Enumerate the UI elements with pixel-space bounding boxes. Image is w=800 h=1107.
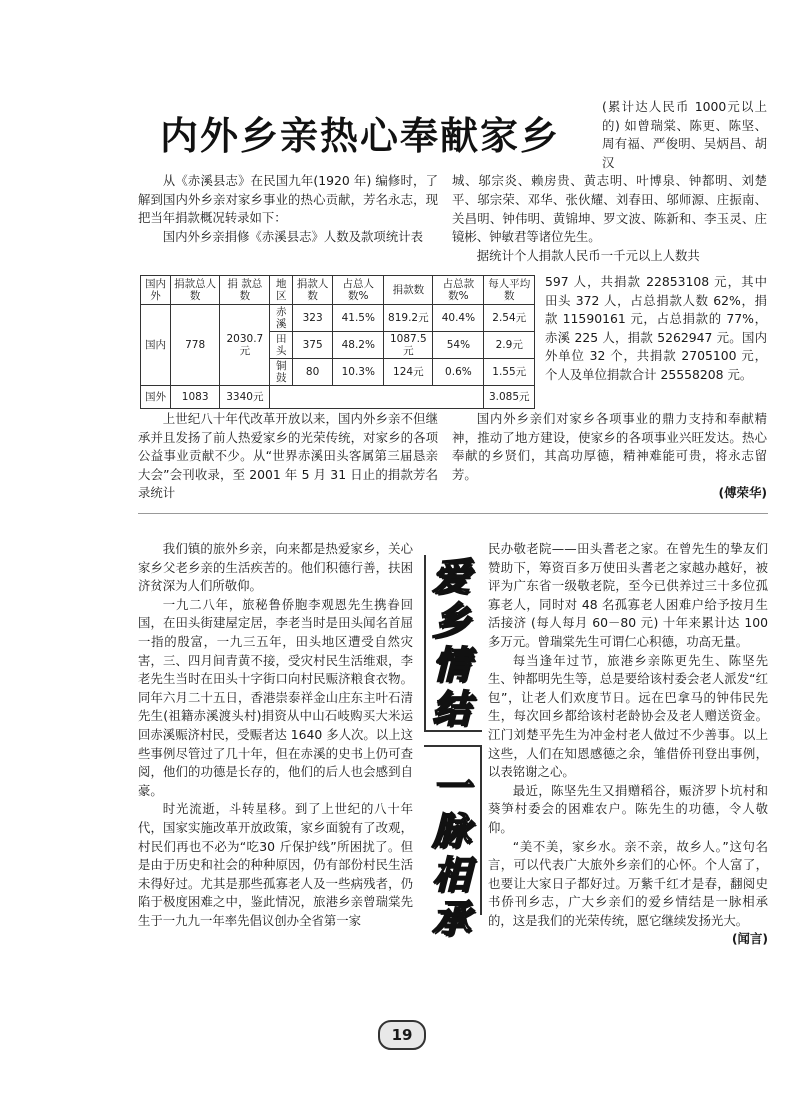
article2-paragraph: “美不美，家乡水。亲不亲，故乡人。”这句名言，可以代表广大旅外乡亲们的心怀。个人富了，也要让大家日子都好过。万紫千红才是春，翻阅史书侨刊乡志，广大乡亲们的爱乡情结是一脉相承的，这是我们的光荣传统，愿它继续发扬光大。 xyxy=(488,838,768,928)
article1-title: 内外乡亲热心奉献家乡 xyxy=(160,113,561,158)
table-cell: 田头 xyxy=(270,332,293,359)
table-cell: 48.2% xyxy=(333,332,384,359)
table-cell: 1083 xyxy=(170,386,219,409)
table-header: 捐款人数 xyxy=(293,276,333,305)
table-header: 占总人数% xyxy=(333,276,384,305)
article1-right-top xyxy=(452,98,767,265)
article1-author: (傅荣华) xyxy=(718,485,767,501)
article2-paragraph: 每当逢年过节，旅港乡亲陈更先生、陈坚先生、钟都明先生等，总是要给该村委会老人派发“红包”，让老人们欢度节日。远在巴拿马的钟伟民先生，每次回乡都给该村老龄协会及老人赠送资金。江门刘楚平先生为冲金村老人做过不少善事。以上这些，人们在知恩感德之余，雏借侨刊登出事例，以表铭谢之心。 xyxy=(488,652,768,780)
table-cell: 375 xyxy=(293,332,333,359)
table-cell: 2.54元 xyxy=(484,305,535,332)
table-row xyxy=(141,305,535,332)
article1-bottom-left xyxy=(138,410,438,503)
table-header: 捐款数 xyxy=(384,276,433,305)
table-cell: 国外 xyxy=(141,386,171,409)
table-cell: 323 xyxy=(293,305,333,332)
table-header: 国内外 xyxy=(141,276,171,305)
page-number: 19 xyxy=(378,1020,426,1050)
table-cell: 赤溪 xyxy=(270,305,293,332)
article1-paragraph: 上世纪八十年代改革开放以来，国内外乡亲不但继承并且发扬了前人热爱家乡的光荣传统，对家乡的各项公益事业贡献不少。从“世界赤溪田头客属第三届恳亲大会”会刊收录，至 2001 年 5 月 31 日止的捐款芳名录统计 xyxy=(138,411,438,501)
donation-table xyxy=(140,275,535,409)
table-cell: 国内 xyxy=(141,305,171,386)
title-char: 一 xyxy=(431,764,470,809)
table-cell: 54% xyxy=(433,332,484,359)
title-char: 承 xyxy=(431,896,470,941)
article2-paragraph: 最近，陈坚先生又捐赠稻谷，赈济罗卜坑村和葵笋村委会的困难农户。陈先生的功德，令人敬仰。 xyxy=(488,782,768,835)
article1-bottom-right xyxy=(452,410,767,503)
article1-paragraph: 597 人，共捐款 22853108 元，其中田头 372 人，占总捐款人数 62%，捐款 11590161 元，占总捐款的 77%，赤溪 225 人，捐款 5262947 元。国内外单位 32 个，共捐款 2705100 元，个人及单位捐款合计 25558208 元。 xyxy=(545,274,767,382)
title-frame-line xyxy=(424,745,482,747)
table-cell: 3340元 xyxy=(220,386,270,409)
article2-paragraph: 我们镇的旅外乡亲，向来都是热爱家乡，关心家乡父老乡亲的生活疾苦的。他们积德行善，扶困济贫深为人们所敬仰。 xyxy=(138,541,413,594)
title-char: 乡 xyxy=(431,598,470,643)
table-cell: 778 xyxy=(170,305,219,386)
article2-paragraph: 一九二八年，旅秘鲁侨胞李观恩先生携眷回国，在田头街建屋定居，李老当时是田头闻名首屈一指的殷富，一九三五年，田头地区遭受自然灾害，三、四月间青黄不接，受灾村民生活维艰，李老先生当时在田头十字街口向村民赈济粮食衣物。同年六月二十五日，香港崇泰祥金山庄东主叶石清先生(祖籍赤溪渡头村)捐资从中山石岐购买大米运回赤溪赈济村民，受赈者达 1640 多人次。以上这些事例尽管过了几十年，但在赤溪的史书上仍可查阅，他们的功德是长存的，他们的后人也会感到自豪。 xyxy=(138,596,413,798)
table-cell: 10.3% xyxy=(333,359,384,386)
title-char: 脉 xyxy=(431,808,470,853)
article1-statistics xyxy=(545,273,767,385)
article1-paragraph: 城、邬宗炎、赖房贵、黄志明、叶博泉、钟都明、刘楚平、邬宗荣、邓华、张伙耀、刘春田、邬师源、庄振南、关昌明、钟伟明、黄锦坤、罗文波、陈新和、李玉灵、庄镜彬、钟敏君等诸位先生。 xyxy=(452,173,767,245)
article2-right-column xyxy=(488,540,768,949)
table-cell: 41.5% xyxy=(333,305,384,332)
article1-paragraph: 据统计个人捐款人民币一千元以上人数共 xyxy=(476,247,700,263)
article1-paragraph: 从《赤溪县志》在民国九年(1920 年) 编修时，了解到国内外乡亲对家乡事业的热心贡献，芳名永志，现把当年捐款概况转录如下： xyxy=(138,173,438,226)
section-divider xyxy=(138,513,768,514)
table-cell: 2.9元 xyxy=(484,332,535,359)
article2-paragraph: 民办敬老院——田头耆老之家。在曾先生的挚友们赞助下，筹资百多万使田头耆老之家越办越好，被评为广东省一级敬老院，至今已供养过三十多位孤寡老人，同时对 48 名孤寡老人困难户给予按月生活接济 (每人每月 60－80 元) 十年来累计达 100 多万元。曾瑞棠先生可谓仁心积德，功高无量。 xyxy=(488,541,768,649)
article2-author: (闻言) xyxy=(731,931,768,947)
article2-vertical-title xyxy=(420,554,482,941)
title-char: 结 xyxy=(431,686,470,731)
table-cell: 3.085元 xyxy=(484,386,535,409)
article2-left-column xyxy=(138,540,413,930)
table-cell: 2030.7元 xyxy=(220,305,270,386)
table-cell: 819.2元 xyxy=(384,305,433,332)
table-caption: 国内外乡亲捐修《赤溪县志》人数及款项统计表 xyxy=(162,228,423,244)
table-cell: 124元 xyxy=(384,359,433,386)
table-cell: 40.4% xyxy=(433,305,484,332)
table-cell: 铜鼓 xyxy=(270,359,293,386)
article1-paragraph: (累计达人民币 1000元以上的) 如曾瑞棠、陈更、陈坚、周有福、严俊明、吴炳昌、胡汉 xyxy=(602,99,767,170)
table-header: 每人平均数 xyxy=(484,276,535,305)
table-cell: 1.55元 xyxy=(484,359,535,386)
article1-paragraph: 国内外乡亲们对家乡各项事业的鼎力支持和奉献精神，推动了地方建设，使家乡的各项事业兴旺发达。热心奉献的乡贤们，其高功厚德，精神难能可贵，将永志留芳。 xyxy=(452,411,767,482)
table-cell xyxy=(270,386,484,409)
article2-title-part2 xyxy=(420,765,482,941)
article2-title-part1 xyxy=(420,555,482,731)
article1-intro xyxy=(138,172,438,246)
table-row xyxy=(141,386,535,409)
table-header: 占总款数% xyxy=(433,276,484,305)
table-cell: 0.6% xyxy=(433,359,484,386)
table-header: 地区 xyxy=(270,276,293,305)
title-char: 相 xyxy=(431,852,470,897)
article2-paragraph: 时光流逝，斗转星移。到了上世纪的八十年代，国家实施改革开放政策，家乡面貌有了改观，村民们再也不必为“吃30 斤保护线”所困扰了。但是由于历史和社会的种种原因，仍有部份村民生活未得好过。尤其是那些孤寡老人及一些病残者，仍陷于极度困难之中，鉴此情况，旅港乡亲曾瑞棠先生于一九九一年率先倡议创办全省第一家 xyxy=(138,801,413,928)
table-header: 捐 款总 数 xyxy=(220,276,270,305)
table-header-row xyxy=(141,276,535,305)
table-cell: 80 xyxy=(293,359,333,386)
title-char: 爱 xyxy=(431,554,470,599)
table-cell: 1087.5元 xyxy=(384,332,433,359)
table-header: 捐款总人数 xyxy=(170,276,219,305)
title-char: 情 xyxy=(431,642,470,687)
